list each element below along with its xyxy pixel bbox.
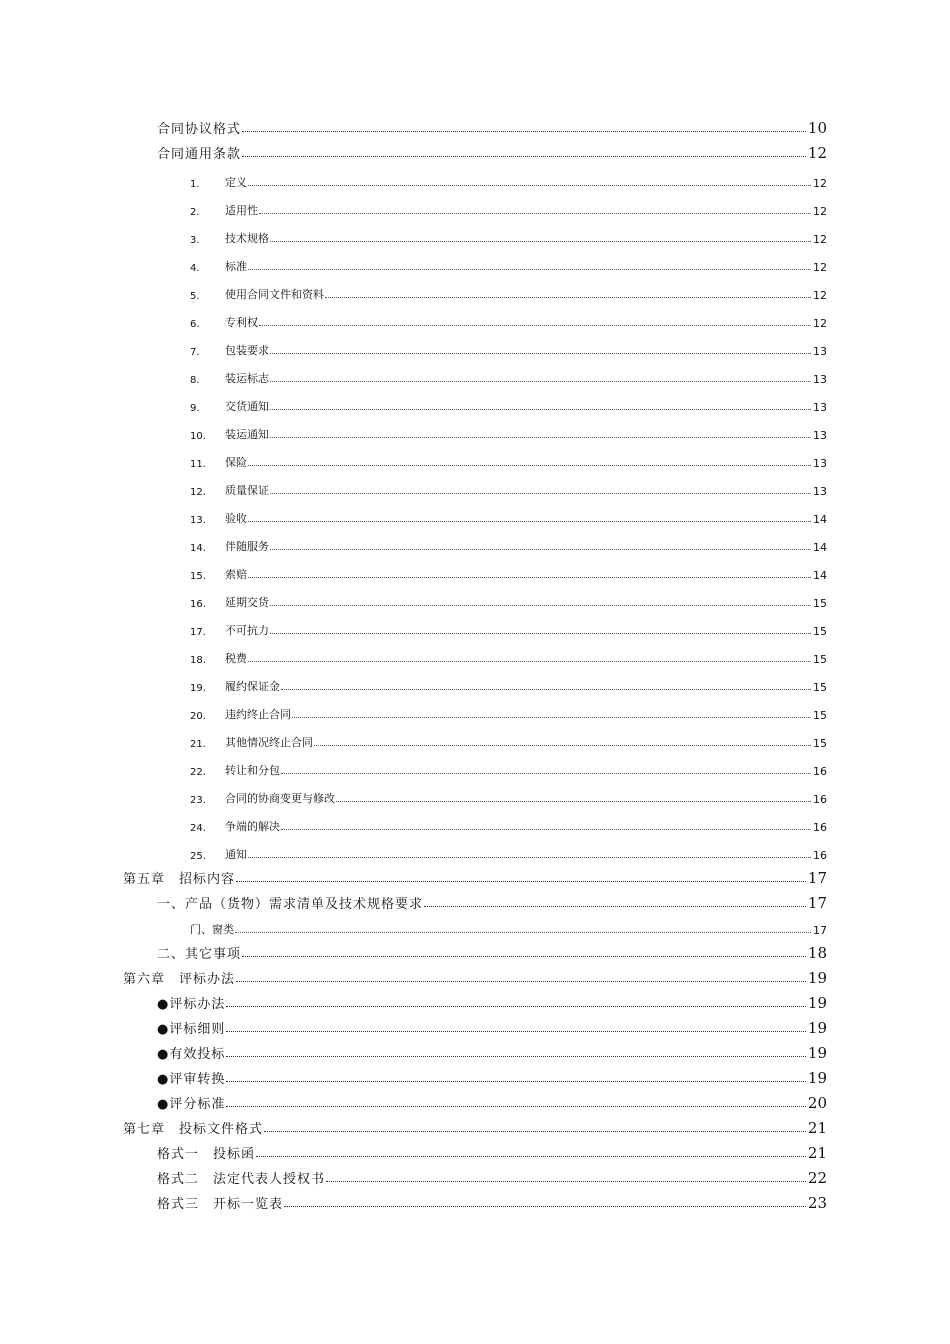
toc-clause-number: 17. [190,627,206,638]
toc-clause-page: 15 [813,653,827,666]
toc-clause-number: 11. [190,459,206,470]
toc-entry-format-1[interactable] [0,1137,950,1162]
toc-entry-scoring-standard[interactable] [0,1087,950,1112]
dot-leader [256,1156,806,1157]
toc-clause-page: 14 [813,569,827,582]
dot-leader [281,773,811,774]
toc-entry-title: 合同协议格式 [157,122,242,137]
toc-clause-entry[interactable] [0,638,950,666]
toc-entry-title: 合同通用条款 [157,147,242,162]
toc-clause-page: 13 [813,457,827,470]
dot-leader [226,1081,806,1082]
dot-leader [226,1031,806,1032]
toc-entry-title: 二、其它事项 [157,947,242,962]
dot-leader [325,297,811,298]
toc-clause-entry[interactable] [0,470,950,498]
toc-entry-page: 19 [807,969,827,987]
toc-clause-title: 定义 [225,176,247,189]
toc-clause-entry[interactable] [0,582,950,610]
toc-entry-page: 12 [807,144,827,162]
toc-clause-title: 合同的协商变更与修改 [225,792,335,805]
toc-clause-entry[interactable] [0,498,950,526]
toc-clause-title: 质量保证 [225,484,269,497]
toc-clause-entry[interactable] [0,750,950,778]
toc-clause-number: 12. [190,487,206,498]
toc-clause-number: 18. [190,655,206,666]
toc-entry-title: 格式三 开标一览表 [157,1197,284,1212]
toc-clause-number: 21. [190,739,206,750]
toc-clause-number: 3. [190,235,200,246]
dot-leader [248,269,811,270]
dot-leader [270,633,811,634]
toc-clause-title: 通知 [225,848,247,861]
toc-entry-title: 门、窗类 [190,923,234,936]
toc-entry-page: 17 [813,924,827,937]
toc-entry-page: 19 [807,1044,827,1062]
toc-clause-number: 25. [190,851,206,862]
toc-clause-entry[interactable] [0,190,950,218]
toc-clause-title: 使用合同文件和资料 [225,288,324,301]
dot-leader [281,829,811,830]
toc-clause-entry[interactable] [0,162,950,190]
dot-leader [270,381,811,382]
toc-clause-page: 12 [813,233,827,246]
toc-clause-entry[interactable] [0,694,950,722]
toc-entry-contract-agreement-format[interactable] [0,112,950,137]
toc-clause-page: 15 [813,709,827,722]
toc-clause-number: 8. [190,375,200,386]
toc-clause-number: 16. [190,599,206,610]
dot-leader [226,1106,806,1107]
toc-clause-page: 14 [813,513,827,526]
toc-entry-title: 第五章 招标内容 [123,872,236,887]
toc-clause-page: 12 [813,289,827,302]
toc-clause-title: 索赔 [225,568,247,581]
toc-entry-page: 19 [807,1069,827,1087]
toc-entry-title: ●评分标准 [157,1097,226,1112]
dot-leader [248,185,811,186]
toc-clause-entry[interactable] [0,610,950,638]
toc-clause-number: 22. [190,767,206,778]
toc-clause-page: 15 [813,681,827,694]
toc-clause-title: 违约终止合同 [225,708,291,721]
toc-clause-title: 延期交货 [225,596,269,609]
dot-leader [270,605,811,606]
dot-leader [236,881,806,882]
toc-clause-title: 税费 [225,652,247,665]
toc-entry-title: 第七章 投标文件格式 [123,1122,264,1137]
dot-leader [226,1006,806,1007]
toc-entry-review-conversion[interactable] [0,1062,950,1087]
toc-clause-title: 专利权 [225,316,258,329]
toc-clause-title: 保险 [225,456,247,469]
dot-leader [292,717,811,718]
toc-clause-page: 15 [813,597,827,610]
toc-entry-general-terms[interactable] [0,137,950,162]
toc-clause-number: 1. [190,179,200,190]
toc-entry-title: ●有效投标 [157,1047,226,1062]
toc-clause-number: 2. [190,207,200,218]
toc-entry-chapter-5[interactable] [0,862,950,887]
toc-clause-number: 15. [190,571,206,582]
toc-clause-page: 12 [813,317,827,330]
toc-clause-number: 20. [190,711,206,722]
dot-leader [264,1131,806,1132]
toc-clause-title: 包装要求 [225,344,269,357]
toc-clause-page: 13 [813,401,827,414]
toc-clause-entry[interactable] [0,442,950,470]
toc-entry-page: 23 [807,1194,827,1212]
toc-clause-page: 15 [813,737,827,750]
toc-clause-page: 13 [813,485,827,498]
toc-entry-title: 第六章 评标办法 [123,972,236,987]
toc-clause-entry[interactable] [0,554,950,582]
toc-entry-page: 21 [807,1144,827,1162]
toc-clause-title: 转让和分包 [225,764,280,777]
clause-list [0,162,950,862]
dot-leader [284,1206,806,1207]
toc-entry-page: 17 [807,894,827,912]
toc-clause-page: 13 [813,345,827,358]
toc-clause-entry[interactable] [0,386,950,414]
toc-entry-page: 22 [807,1169,827,1187]
dot-leader [248,661,811,662]
toc-clause-number: 19. [190,683,206,694]
toc-clause-title: 技术规格 [225,232,269,245]
toc-clause-title: 伴随服务 [225,540,269,553]
toc-clause-entry[interactable] [0,274,950,302]
dot-leader [259,325,811,326]
toc-clause-page: 12 [813,177,827,190]
dot-leader [270,493,811,494]
toc-clause-title: 标准 [225,260,247,273]
dot-leader [242,131,806,132]
toc-clause-title: 交货通知 [225,400,269,413]
toc-clause-number: 9. [190,403,200,414]
toc-entry-page: 17 [807,869,827,887]
toc-clause-title: 装运通知 [225,428,269,441]
toc-clause-title: 争端的解决 [225,820,280,833]
toc-entry-page: 21 [807,1119,827,1137]
toc-clause-title: 装运标志 [225,372,269,385]
toc-clause-page: 12 [813,205,827,218]
toc-clause-number: 23. [190,795,206,806]
toc-clause-page: 13 [813,373,827,386]
dot-leader [424,906,806,907]
dot-leader [242,956,806,957]
toc-entry-page: 19 [807,1019,827,1037]
toc-entry-page: 10 [807,119,827,137]
toc-entry-page: 19 [807,994,827,1012]
toc-clause-page: 12 [813,261,827,274]
toc-clause-entry[interactable] [0,806,950,834]
toc-entry-title: 格式一 投标函 [157,1147,256,1162]
toc-clause-page: 13 [813,429,827,442]
toc-clause-entry[interactable] [0,834,950,862]
dot-leader [326,1181,806,1182]
dot-leader [235,932,811,933]
toc-entry-chapter-7[interactable] [0,1112,950,1137]
toc-clause-number: 24. [190,823,206,834]
toc-clause-entry[interactable] [0,330,950,358]
toc-entry-title: ●评标细则 [157,1022,226,1037]
toc-clause-page: 16 [813,821,827,834]
dot-leader [242,156,806,157]
table-of-contents [0,112,950,1212]
dot-leader [248,857,811,858]
toc-clause-number: 4. [190,263,200,274]
dot-leader [270,437,811,438]
toc-clause-page: 14 [813,541,827,554]
dot-leader [281,689,811,690]
toc-clause-entry[interactable] [0,414,950,442]
toc-entry-title: 格式二 法定代表人授权书 [157,1172,326,1187]
toc-clause-number: 10. [190,431,206,442]
toc-entry-title: 一、产品（货物）需求清单及技术规格要求 [157,897,424,912]
toc-entry-format-2[interactable] [0,1162,950,1187]
toc-clause-page: 16 [813,765,827,778]
dot-leader [314,745,811,746]
toc-entry-evaluation-method[interactable] [0,987,950,1012]
toc-entry-other-matters[interactable] [0,937,950,962]
dot-leader [248,521,811,522]
dot-leader [270,549,811,550]
dot-leader [336,801,811,802]
toc-clause-title: 适用性 [225,204,258,217]
toc-clause-entry[interactable] [0,666,950,694]
toc-clause-number: 13. [190,515,206,526]
toc-clause-title: 不可抗力 [225,624,269,637]
toc-clause-entry[interactable] [0,778,950,806]
toc-entry-doors-windows[interactable] [0,912,950,937]
dot-leader [226,1056,806,1057]
dot-leader [259,213,811,214]
toc-clause-entry[interactable] [0,722,950,750]
toc-entry-title: ●评标办法 [157,997,226,1012]
toc-entry-evaluation-rules[interactable] [0,1012,950,1037]
toc-entry-chapter-6[interactable] [0,962,950,987]
toc-entry-valid-bid[interactable] [0,1037,950,1062]
dot-leader [248,465,811,466]
toc-clause-entry[interactable] [0,246,950,274]
toc-clause-number: 7. [190,347,200,358]
toc-clause-page: 16 [813,793,827,806]
toc-clause-entry[interactable] [0,302,950,330]
dot-leader [248,577,811,578]
toc-clause-page: 15 [813,625,827,638]
dot-leader [270,241,811,242]
dot-leader [236,981,806,982]
toc-clause-title: 其他情况终止合同 [225,736,313,749]
toc-entry-product-requirements[interactable] [0,887,950,912]
toc-clause-number: 14. [190,543,206,554]
toc-clause-entry[interactable] [0,218,950,246]
toc-clause-number: 6. [190,319,200,330]
toc-entry-page: 18 [807,944,827,962]
toc-clause-number: 5. [190,291,200,302]
toc-clause-entry[interactable] [0,358,950,386]
toc-clause-page: 16 [813,849,827,862]
dot-leader [270,353,811,354]
toc-entry-format-3[interactable] [0,1187,950,1212]
toc-clause-title: 履约保证金 [225,680,280,693]
dot-leader [270,409,811,410]
toc-entry-page: 20 [807,1094,827,1112]
toc-clause-entry[interactable] [0,526,950,554]
toc-clause-title: 验收 [225,512,247,525]
toc-entry-title: ●评审转换 [157,1072,226,1087]
